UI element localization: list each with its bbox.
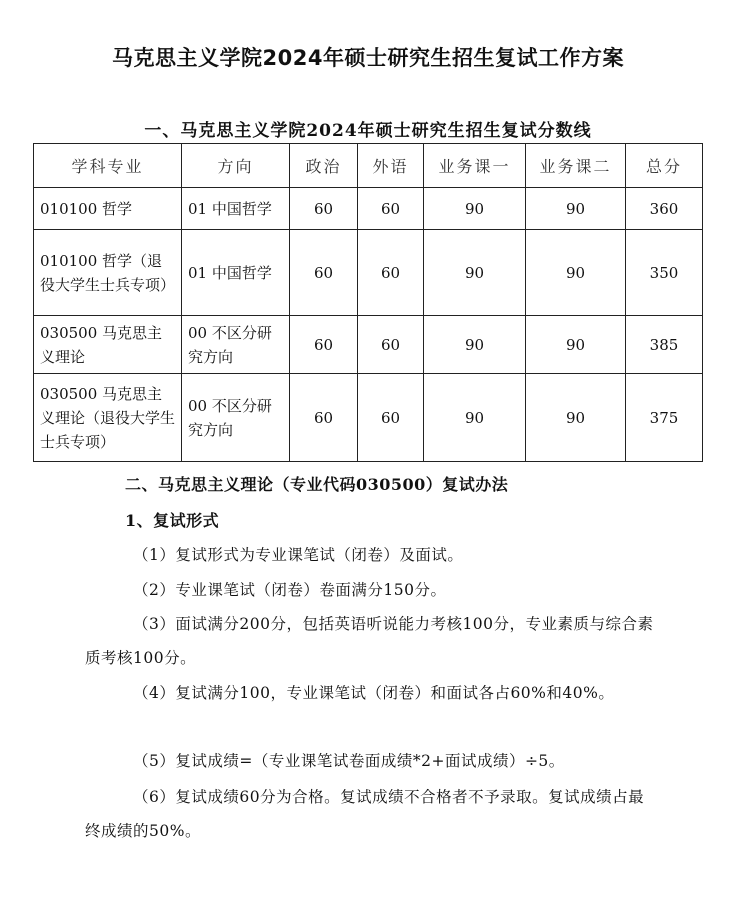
cell-politics: 60 xyxy=(290,374,358,462)
cell-total: 360 xyxy=(626,188,703,230)
header-politics: 政治 xyxy=(290,144,358,188)
cell-direction: 00 不区分研究方向 xyxy=(182,316,290,374)
cell-course1: 90 xyxy=(424,316,526,374)
cell-language: 60 xyxy=(358,374,424,462)
cell-total: 350 xyxy=(626,230,703,316)
cell-language: 60 xyxy=(358,316,424,374)
cell-major: 010100 哲学（退役大学生士兵专项） xyxy=(34,230,182,316)
header-direction: 方向 xyxy=(182,144,290,188)
cell-direction: 01 中国哲学 xyxy=(182,188,290,230)
cell-course1: 90 xyxy=(424,374,526,462)
paragraph-4: （4）复试满分100，专业课笔试（闭卷）和面试各占60%和40%。 xyxy=(133,684,615,702)
cell-direction: 01 中国哲学 xyxy=(182,230,290,316)
paragraph-5: （5）复试成绩=（专业课笔试卷面成绩*2+面试成绩）÷5。 xyxy=(133,752,565,770)
cell-language: 60 xyxy=(358,188,424,230)
cell-major: 030500 马克思主义理论（退役大学生士兵专项） xyxy=(34,374,182,462)
section2-heading: 二、马克思主义理论（专业代码030500）复试办法 xyxy=(125,475,509,494)
paragraph-6: （6）复试成绩60分为合格。复试成绩不合格者不予录取。复试成绩占最终成绩的50%。 xyxy=(85,788,645,840)
table-header-row xyxy=(34,144,703,188)
cell-politics: 60 xyxy=(290,316,358,374)
cell-course1: 90 xyxy=(424,230,526,316)
header-course1: 业务课一 xyxy=(424,144,526,188)
cell-course2: 90 xyxy=(526,230,626,316)
subsection1-heading: 1、复试形式 xyxy=(125,511,220,530)
cell-politics: 60 xyxy=(290,230,358,316)
table-row xyxy=(34,374,703,462)
cell-politics: 60 xyxy=(290,188,358,230)
paragraph-1: （1）复试形式为专业课笔试（闭卷）及面试。 xyxy=(133,546,464,564)
cell-direction: 00 不区分研究方向 xyxy=(182,374,290,462)
cell-major: 010100 哲学 xyxy=(34,188,182,230)
header-total: 总分 xyxy=(626,144,703,188)
paragraph-2: （2）专业课笔试（闭卷）卷面满分150分。 xyxy=(133,581,447,599)
table-row xyxy=(34,316,703,374)
document-title: 马克思主义学院2024年硕士研究生招生复试工作方案 xyxy=(112,46,624,70)
header-course2: 业务课二 xyxy=(526,144,626,188)
cell-course2: 90 xyxy=(526,188,626,230)
cell-language: 60 xyxy=(358,230,424,316)
table-row xyxy=(34,188,703,230)
cell-course1: 90 xyxy=(424,188,526,230)
header-major: 学科专业 xyxy=(34,144,182,188)
table-row xyxy=(34,230,703,316)
cell-total: 385 xyxy=(626,316,703,374)
cell-major: 030500 马克思主义理论 xyxy=(34,316,182,374)
section1-heading: 一、马克思主义学院2024年硕士研究生招生复试分数线 xyxy=(144,121,592,141)
cell-course2: 90 xyxy=(526,374,626,462)
header-language: 外语 xyxy=(358,144,424,188)
cell-total: 375 xyxy=(626,374,703,462)
score-table xyxy=(33,143,703,462)
paragraph-3: （3）面试满分200分，包括英语听说能力考核100分，专业素质与综合素质考核100分。 xyxy=(85,615,654,667)
cell-course2: 90 xyxy=(526,316,626,374)
